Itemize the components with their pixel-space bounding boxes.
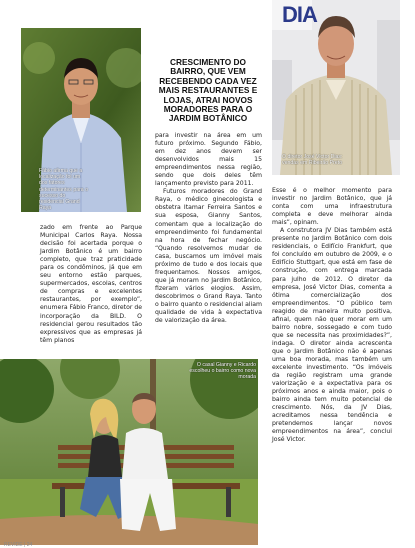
column-left bbox=[40, 224, 142, 345]
sign-text: DIA bbox=[282, 2, 317, 27]
caption-fabio: Fábio afirma que a localização foi um dos fatores determinantes para o sucesso do residencial Grand Raya bbox=[39, 168, 89, 212]
column-right-paragraph-1: Esse é o melhor momento para investir no Jardim Botânico, que já conta com uma infraestrutura completa e deve melhorar ainda mais”, opinam. bbox=[272, 187, 392, 227]
article-headline: CRESCIMENTO DO BAIRRO, QUE VEM RECEBENDO CADA VEZ MAIS RESTAURANTES E LOJAS, ATRAI NOVOS MORADORES PARA O JARDIM BOTÂNICO bbox=[158, 57, 258, 124]
column-left-paragraph: zado em frente ao Parque Municipal Carlos Raya. Nossa decisão foi acertada porque o Jardim Botânico é um bairro completo, que traz praticidade para os condôminos, já que em seu entorno estão parques, supermercados, escolas, centros de compras e excelentes restaurantes, por exemplo”, enumera Fábio Franco, diretor de incorporação da BILD. O residencial gerou resultados tão expressivos que as empresas já têm planos bbox=[40, 224, 142, 344]
photo-couple bbox=[0, 359, 258, 545]
column-middle bbox=[155, 132, 262, 325]
caption-jose: O diretor José Victor Dias: vendas em Ribeirão Preto bbox=[282, 154, 343, 167]
column-right-paragraph-2: A construtora JV Dias também está presente no Jardim Botânico com dois residenciais, o Edifício Frankfurt, que foi concluído em outubro de 2009, e o Edifício Stuttgart, que está em fase de construção, com entrega marcada para julho de 2012. O diretor da empresa, José Victor Dias, comenta a ótima comercialização dos empreendimentos. “O público tem reagido de maneira muito positiva, afinal, quem não quer morar em um bairro nobre, sossegado e com tudo que se necessita nas proximidades?”, indaga. O diretor ainda acrescenta que o Jardim Botânico não é apenas uma boa morada, mas também um excelente investimento. “Os imóveis da região registram uma grande valorização e a expectativa para os próximos anos e ainda maior, pois o bairro ainda tem muito potencial de crescimento. Nós, da JV Dias, acreditamos nessa tendência e pretendemos lançar novos empreendimentos na área”, conclui José Victor. bbox=[272, 227, 392, 444]
photo-couple-image bbox=[0, 359, 258, 545]
column-middle-paragraph-1: para investir na área em um futuro próximo. Segundo Fábio, em dez anos devem ser desenvolvidos mais 15 empreendimentos nessa região, sendo que dois deles têm lançamento previsto para 2011. bbox=[155, 132, 262, 188]
photo-fabio bbox=[21, 28, 141, 212]
caption-couple: O casal Gianny e Ricardo escolheu o bairro como nova morada bbox=[189, 362, 256, 381]
page-footer: REVIDE | 24 bbox=[4, 542, 33, 548]
column-middle-paragraph-2: Futuros moradores do Grand Raya, o médico ginecologista e obstetra Itamar Ferreira Santos e sua esposa, Gianny Santos, comentam que a localização do empreendimento foi fundamental na hora de fechar negócio. “Quando resolvemos mudar de casa, buscamos um imóvel mais próximo de tudo e dos locais que frequentamos. Nossos amigos, que já moram no Jardim Botânico, fizeram vários elogios. Assim, descobrimos o Grand Raya. Tanto o bairro quanto o residencial aliam qualidade de vida à expectativa de valorização da área. bbox=[155, 188, 262, 325]
photo-jose-victor bbox=[272, 0, 400, 175]
column-right bbox=[272, 187, 392, 445]
